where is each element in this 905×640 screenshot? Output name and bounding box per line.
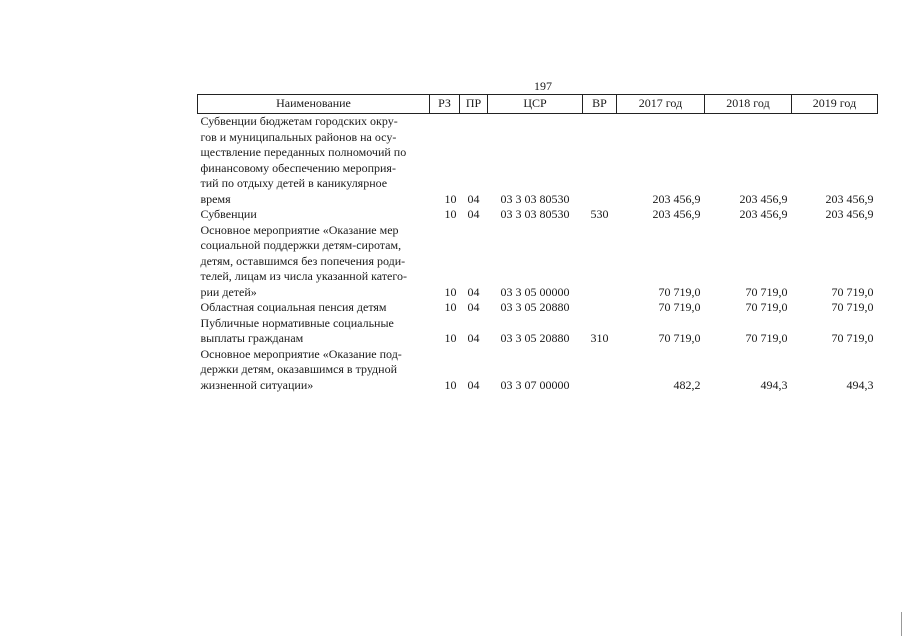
budget-table bbox=[197, 94, 878, 393]
row-rz: 10 bbox=[444, 300, 457, 314]
row-2018: 203 456,9 bbox=[739, 207, 788, 221]
row-csr: 03 3 03 80530 bbox=[500, 191, 570, 206]
row-2017: 203 456,9 bbox=[652, 207, 701, 221]
header-name: Наименование bbox=[198, 95, 430, 114]
header-rz: РЗ bbox=[430, 95, 460, 114]
row-2018: 70 719,0 bbox=[745, 331, 788, 345]
row-2018: 70 719,0 bbox=[745, 300, 788, 314]
row-rz: 10 bbox=[444, 191, 457, 206]
header-vr: ВР bbox=[583, 95, 617, 114]
row-pr: 04 bbox=[467, 191, 480, 206]
row-2019: 70 719,0 bbox=[831, 284, 874, 299]
row-2019: 203 456,9 bbox=[825, 191, 874, 206]
row-name: Основное мероприятие «Оказание мер социальной поддержки детям-сиротам, детям, оставшимся без попечения роди- телей, лицам из числа указанной катего- рии детей» bbox=[200, 222, 407, 299]
row-pr: 04 bbox=[467, 284, 480, 299]
row-rz: 10 bbox=[444, 284, 457, 299]
row-rz: 10 bbox=[444, 377, 457, 392]
row-name: Субвенции bbox=[200, 207, 257, 221]
row-vr bbox=[583, 114, 617, 208]
row-pr: 04 bbox=[467, 207, 480, 221]
row-2019: 203 456,9 bbox=[825, 207, 874, 221]
row-name: Публичные нормативные социальные выплаты гражданам bbox=[200, 315, 394, 345]
row-2018: 494,3 bbox=[760, 377, 788, 392]
page-number: 197 bbox=[534, 79, 552, 93]
header-pr: ПР bbox=[460, 95, 488, 114]
scan-edge-mark bbox=[901, 612, 902, 636]
row-2019: 494,3 bbox=[846, 377, 874, 392]
table-row bbox=[198, 300, 878, 316]
row-2017: 70 719,0 bbox=[658, 284, 701, 299]
row-csr: 03 3 03 80530 bbox=[500, 207, 570, 221]
row-csr: 03 3 05 20880 bbox=[500, 331, 570, 345]
row-pr: 04 bbox=[467, 331, 480, 345]
row-2017: 70 719,0 bbox=[658, 300, 701, 314]
table-row bbox=[198, 316, 878, 347]
row-vr: 310 bbox=[590, 331, 609, 345]
row-name: Основное мероприятие «Оказание под- держки детям, оказавшимся в трудной жизненной ситуации» bbox=[200, 346, 402, 392]
row-csr: 03 3 07 00000 bbox=[500, 377, 570, 392]
header-2018: 2018 год bbox=[705, 95, 792, 114]
row-2019: 70 719,0 bbox=[831, 331, 874, 345]
table-row bbox=[198, 347, 878, 394]
row-rz: 10 bbox=[444, 207, 457, 221]
row-vr: 530 bbox=[590, 207, 609, 221]
row-csr: 03 3 05 00000 bbox=[500, 284, 570, 299]
row-pr: 04 bbox=[467, 377, 480, 392]
row-2018: 203 456,9 bbox=[739, 191, 788, 206]
table-header-row bbox=[198, 95, 878, 114]
row-2017: 482,2 bbox=[673, 377, 701, 392]
row-vr bbox=[583, 223, 617, 301]
row-name: Субвенции бюджетам городских окру- гов и муниципальных районов на осу- ществление переданных полномочий по финансовому обеспечению мероприя- тий по отдыху детей в каникулярное время bbox=[200, 114, 407, 206]
row-2017: 203 456,9 bbox=[652, 191, 701, 206]
row-rz: 10 bbox=[444, 331, 457, 345]
table-row bbox=[198, 207, 878, 223]
row-name: Областная социальная пенсия детям bbox=[200, 300, 387, 314]
table-row bbox=[198, 223, 878, 301]
row-vr bbox=[583, 300, 617, 316]
header-2017: 2017 год bbox=[617, 95, 705, 114]
row-csr: 03 3 05 20880 bbox=[500, 300, 570, 314]
header-csr: ЦСР bbox=[488, 95, 583, 114]
row-vr bbox=[583, 347, 617, 394]
table-row bbox=[198, 114, 878, 208]
row-pr: 04 bbox=[467, 300, 480, 314]
row-2019: 70 719,0 bbox=[831, 300, 874, 314]
header-2019: 2019 год bbox=[792, 95, 878, 114]
row-2017: 70 719,0 bbox=[658, 331, 701, 345]
row-2018: 70 719,0 bbox=[745, 284, 788, 299]
